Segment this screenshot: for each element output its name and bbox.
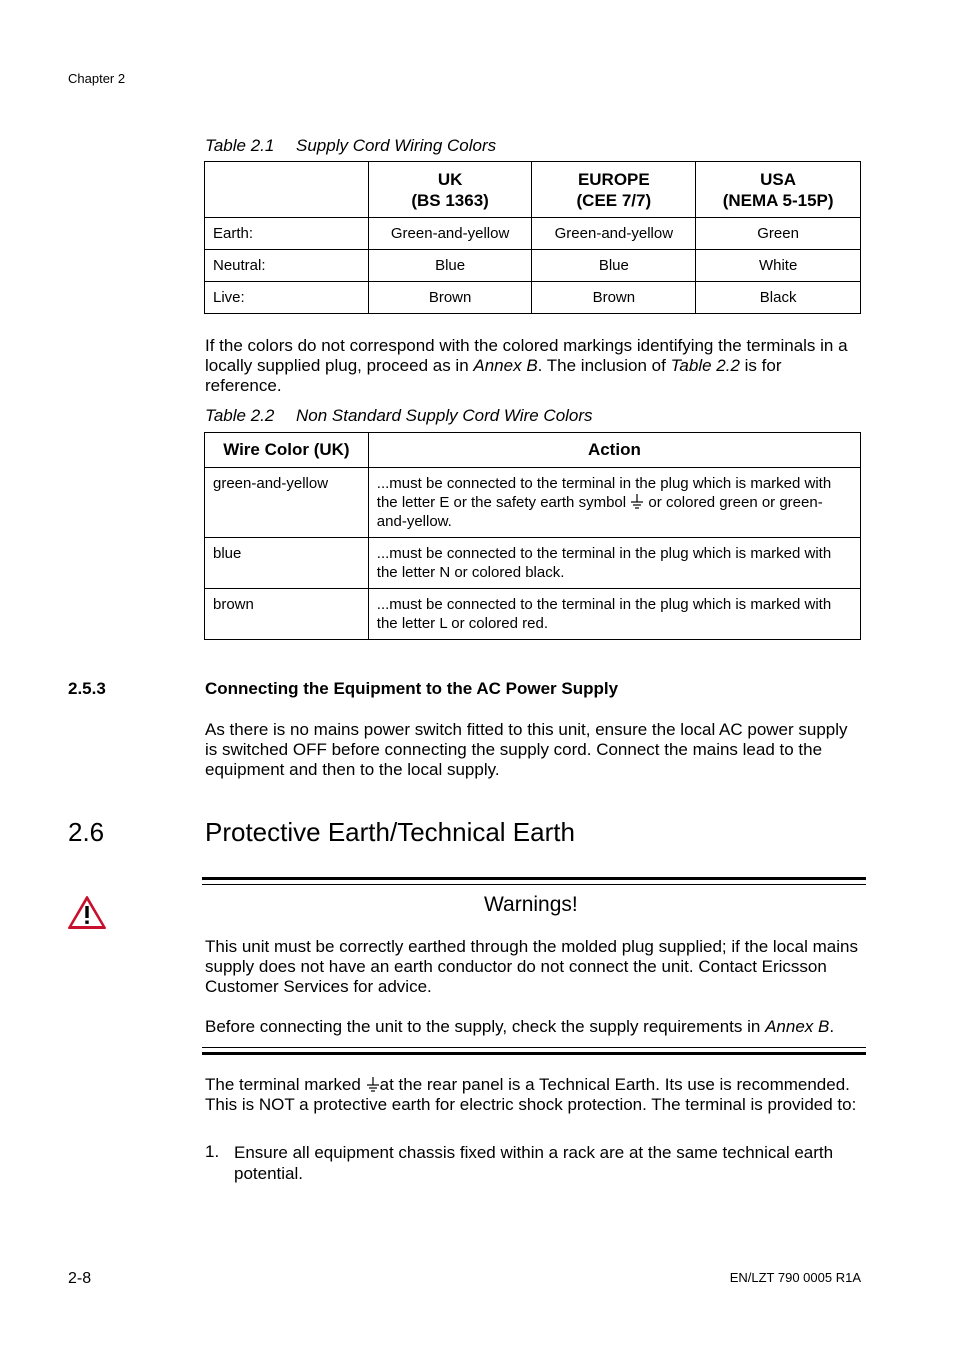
table-2-2-reference: Table 2.2	[670, 356, 740, 375]
table-cell: Green-and-yellow	[368, 218, 532, 250]
table-header-row	[205, 433, 861, 468]
warning-text-annex: Before connecting the unit to the supply, check the supply requirements in Annex B.	[205, 1017, 835, 1036]
annex-b-reference: Annex B	[473, 356, 538, 375]
column-header: UK (BS 1363)	[368, 162, 532, 218]
table-cell: White	[696, 250, 861, 282]
table-row	[205, 589, 861, 640]
chapter-section-number: 2.6	[68, 817, 105, 847]
warning-title: Warnings!	[484, 893, 578, 916]
table-cell: Blue	[532, 250, 696, 282]
column-header: Action	[368, 433, 860, 468]
table-cell: ...must be connected to the terminal in the plug which is marked with the letter E or the safety earth symbol or colored green or green-and-yellow.	[368, 468, 860, 538]
table-cell: Brown	[532, 282, 696, 314]
table-row	[205, 282, 861, 314]
table-title: Non Standard Supply Cord Wire Colors	[296, 406, 593, 425]
table-title: Supply Cord Wiring Colors	[296, 136, 497, 155]
table-cell: Black	[696, 282, 861, 314]
table-cell: Green	[696, 218, 861, 250]
table-cell: Neutral:	[205, 250, 369, 282]
supply-cord-wiring-table	[204, 161, 861, 314]
warning-text: This unit must be correctly earthed through the molded plug supplied; if the local mains supply does not have an earth conductor do not connect the unit. Contact Ericsson Customer Services for advice.	[205, 937, 858, 996]
warning-triangle-icon	[67, 895, 107, 931]
table-cell: Live:	[205, 282, 369, 314]
non-standard-wire-colors-table	[204, 432, 861, 640]
table-cell: ...must be connected to the terminal in the plug which is marked with the letter L or colored red.	[368, 589, 860, 640]
document-id: EN/LZT 790 0005 R1A	[729, 1270, 861, 1285]
table-row	[205, 538, 861, 589]
table-cell: Earth:	[205, 218, 369, 250]
section-heading: Connecting the Equipment to the AC Power Supply	[205, 679, 619, 698]
table-cell: Brown	[368, 282, 532, 314]
warning-top-rule	[202, 877, 866, 880]
table-cell: Blue	[368, 250, 532, 282]
chapter-section-heading: Protective Earth/Technical Earth	[205, 817, 575, 847]
warning-bottom-rule	[202, 1052, 866, 1055]
colors-note-paragraph: If the colors do not correspond with the colored markings identifying the terminals in a locally supplied plug, proceed as in Annex B. The inclusion of Table 2.2 is for reference.	[205, 336, 848, 395]
section-number: 2.5.3	[68, 679, 106, 698]
column-header: USA (NEMA 5-15P)	[696, 162, 861, 218]
table-2-1-caption	[205, 136, 496, 156]
annex-b-reference: Annex B	[765, 1017, 830, 1036]
table-cell: ...must be connected to the terminal in the plug which is marked with the letter N or colored black.	[368, 538, 860, 589]
warning-bottom-rule-thin	[202, 1047, 866, 1048]
technical-earth-paragraph: The terminal marked at the rear panel is a Technical Earth. Its use is recommended. This is NOT a protective earth for electric shock protection. The terminal is provided to:	[205, 1075, 857, 1114]
column-header	[205, 162, 369, 218]
technical-earth-symbol-icon	[366, 1076, 380, 1092]
table-cell: green-and-yellow	[205, 468, 369, 538]
list-item: Ensure all equipment chassis fixed within a rack are at the same technical earth potential.	[234, 1143, 834, 1183]
table-cell: brown	[205, 589, 369, 640]
table-label: Table 2.1	[205, 136, 275, 155]
table-header-row	[205, 162, 861, 218]
warning-top-rule-thin	[202, 884, 866, 885]
table-row	[205, 218, 861, 250]
list-item-number: 1.	[205, 1142, 220, 1161]
table-cell: Green-and-yellow	[532, 218, 696, 250]
column-header: Wire Color (UK)	[205, 433, 369, 468]
table-label: Table 2.2	[205, 406, 275, 425]
safety-earth-symbol-icon	[630, 493, 644, 509]
table-row	[205, 250, 861, 282]
chapter-header: Chapter 2	[68, 71, 126, 86]
column-header: EUROPE (CEE 7/7)	[532, 162, 696, 218]
section-body: As there is no mains power switch fitted to this unit, ensure the local AC power supply is switched OFF before connecting the supply cord. Connect the mains lead to the equipment and then to the local supply.	[205, 720, 848, 779]
table-2-2-caption	[205, 406, 593, 426]
table-row	[205, 468, 861, 538]
table-cell: blue	[205, 538, 369, 589]
page-number: 2-8	[68, 1270, 92, 1287]
